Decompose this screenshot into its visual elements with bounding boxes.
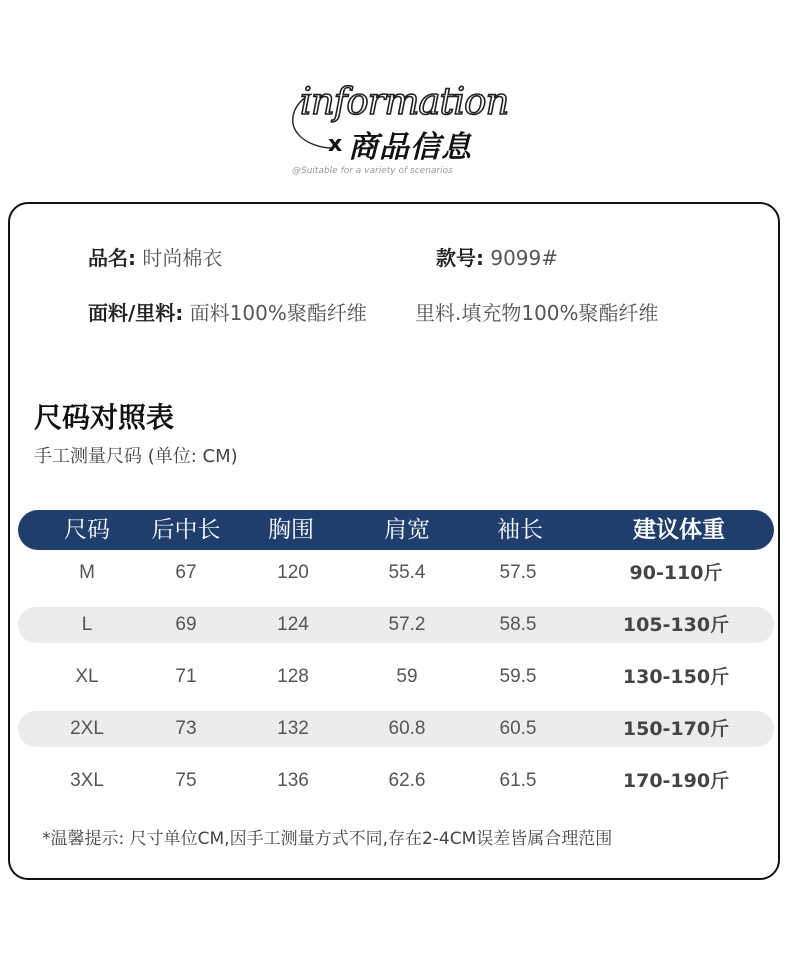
table-cell: 150-170斤 [622, 718, 730, 740]
table-cell: 132 [277, 718, 309, 739]
column-header-size: 尺码 [64, 517, 110, 543]
measurement-note: *温馨提示: 尺寸单位CM,因手工测量方式不同,存在2-4CM误差皆属合理范围 [42, 829, 613, 849]
table-row [18, 607, 774, 643]
table-cell: L [81, 614, 93, 635]
table-cell: 105-130斤 [622, 614, 730, 636]
model-number-value: 9099# [490, 246, 559, 270]
model-number-label: 款号: [436, 246, 484, 270]
product-name-value: 时尚棉衣 [142, 246, 223, 270]
column-header-back-length: 后中长 [151, 517, 221, 543]
page-title: 商品信息 [348, 130, 472, 165]
tagline: @Suitable for a variety of scenarios [292, 166, 453, 176]
fabric-label: 面料/里料: [88, 301, 184, 325]
table-cell: 59.5 [499, 666, 537, 687]
fabric-value: 面料100%聚酯纤维 [189, 301, 367, 325]
table-cell: 62.6 [388, 770, 426, 791]
product-name-label: 品名: [88, 246, 136, 270]
table-row [18, 711, 774, 747]
table-row [18, 555, 774, 591]
model-number-field [436, 242, 558, 271]
table-cell: 120 [277, 562, 309, 583]
fabric-field [88, 297, 367, 326]
table-cell: 170-190斤 [622, 770, 730, 792]
size-chart-title: 尺码对照表 [34, 401, 175, 434]
table-cell: 136 [277, 770, 309, 791]
table-cell: 57.2 [388, 614, 426, 635]
table-cell: 55.4 [388, 562, 426, 583]
table-cell: 124 [277, 614, 309, 635]
column-header-chest: 胸围 [268, 517, 314, 543]
table-cell: 60.5 [499, 718, 537, 739]
table-cell: 69 [175, 614, 197, 635]
table-cell: 128 [277, 666, 309, 687]
column-header-weight: 建议体重 [633, 517, 725, 543]
table-row [18, 763, 774, 799]
table-cell: 75 [175, 770, 197, 791]
table-cell: 60.8 [388, 718, 426, 739]
lining-field [415, 297, 659, 326]
product-name-field [88, 242, 222, 271]
table-cell: 73 [175, 718, 197, 739]
table-cell: 130-150斤 [622, 666, 730, 688]
table-cell: 61.5 [499, 770, 537, 791]
table-cell: 67 [175, 562, 197, 583]
column-header-shoulder: 肩宽 [384, 517, 430, 543]
table-row [18, 659, 774, 695]
table-cell: 71 [175, 666, 197, 687]
info-header [0, 0, 790, 200]
table-cell: 57.5 [499, 562, 537, 583]
column-header-sleeve: 袖长 [497, 517, 543, 543]
table-cell: 58.5 [499, 614, 537, 635]
table-cell: 3XL [70, 770, 104, 791]
table-cell: XL [75, 666, 99, 687]
table-cell: M [79, 562, 95, 583]
size-chart-subtitle: 手工测量尺码 (单位: CM) [34, 446, 238, 467]
lining-value: 里料.填充物100%聚酯纤维 [415, 301, 659, 325]
table-cell: 90-110斤 [629, 562, 723, 584]
information-wordmark: information [300, 80, 509, 123]
size-table-header [18, 510, 774, 550]
table-cell: 2XL [70, 718, 104, 739]
table-cell: 59 [396, 666, 418, 687]
x-mark: x [328, 132, 343, 157]
